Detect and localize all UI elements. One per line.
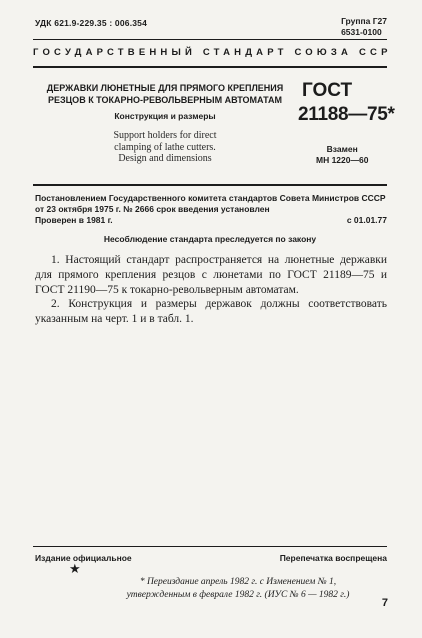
effective-date: с 01.01.77: [346, 215, 387, 225]
reprint-prohibited: Перепечатка воспрещена: [279, 553, 387, 563]
replaces-block: [316, 144, 368, 166]
footer-rule: [33, 546, 387, 547]
top-rule: [33, 39, 387, 40]
paragraph-1: 1. Настоящий стандарт распространяется на люнетные державки для прямого крепления резцов с люнетами по ГОСТ 21189—75 и ГОСТ 21190—75 к токарно-револьверным автоматам.: [35, 254, 387, 296]
decree-line-1: Постановлением Государственного комитета стандартов Совета Министров СССР: [35, 193, 386, 203]
footnote-line-2: утвержденным в феврале 1982 г. (ИУС № 6 — 1982 г.): [126, 590, 350, 600]
page-number: 7: [381, 597, 388, 609]
decree-text: [35, 193, 387, 215]
state-standard-banner: ГОСУДАРСТВЕННЫЙ СТАНДАРТ СОЮЗА ССР: [33, 47, 392, 58]
gost-label: ГОСТ: [302, 80, 353, 101]
paragraph-2: 2. Конструкция и размеры державок должны соответствовать указанным на черт. 1 и в табл. 1.: [35, 298, 387, 326]
legal-notice: Несоблюдение стандарта преследуется по закону: [103, 234, 317, 244]
checked-year: Проверен в 1981 г.: [35, 215, 113, 225]
footnote: [88, 576, 388, 602]
replaces-value: МН 1220—60: [316, 155, 369, 165]
document-subtitle: Конструкция и размеры: [114, 111, 216, 121]
footnote-line-1: * Переиздание апрель 1982 г. с Изменением № 1,: [139, 577, 337, 587]
group-code: [341, 16, 387, 38]
group-label: Группа Г27: [341, 16, 387, 26]
english-title-line-2: clamping of lathe cutters.: [114, 141, 216, 153]
okp-code: 6531-0100: [341, 27, 382, 37]
banner-rule: [33, 66, 387, 68]
english-title-line-1: Support holders for direct: [113, 130, 217, 141]
document-title: [35, 82, 295, 106]
star-icon: ★: [69, 561, 81, 576]
title-line-1: ДЕРЖАВКИ ЛЮНЕТНЫЕ ДЛЯ ПРЯМОГО КРЕПЛЕНИЯ: [46, 83, 284, 93]
replaces-label: Взамен: [326, 144, 358, 154]
udk-code: УДК 621.9-229.35 : 006.354: [35, 18, 148, 28]
english-title-line-3: Design and dimensions: [118, 153, 212, 164]
body-text: [35, 253, 387, 327]
title-line-2: РЕЗЦОВ К ТОКАРНО-РЕВОЛЬВЕРНЫМ АВТОМАТАМ: [47, 95, 283, 105]
english-title: [35, 130, 295, 165]
decree-rule: [33, 184, 387, 186]
gost-number: 21188—75*: [298, 104, 395, 125]
official-edition: Издание официальное: [35, 553, 132, 563]
decree-line-2: от 23 октября 1975 г. № 2666 срок введения установлен: [35, 204, 270, 214]
